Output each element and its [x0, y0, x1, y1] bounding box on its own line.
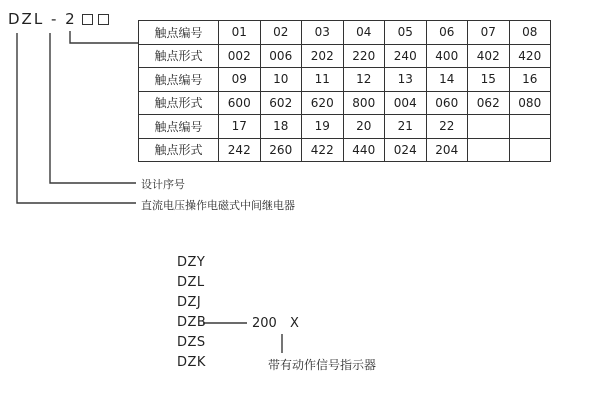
table-row-label: 触点形式 [139, 91, 219, 115]
table-cell: 060 [426, 91, 468, 115]
connector-relay-type-line [17, 33, 136, 203]
relay-type-label: 直流电压操作电磁式中间继电器 [141, 199, 295, 212]
table-row-label: 触点形式 [139, 44, 219, 68]
table-cell: 03 [302, 21, 344, 45]
table-cell: 240 [385, 44, 427, 68]
table-cell: 422 [302, 138, 344, 162]
table-cell: 16 [509, 68, 551, 92]
table-cell [468, 115, 510, 139]
table-cell: 09 [219, 68, 261, 92]
table-cell: 20 [343, 115, 385, 139]
table-cell: 220 [343, 44, 385, 68]
contact-spec-table [138, 20, 551, 162]
table-cell: 18 [260, 115, 302, 139]
table-cell: 006 [260, 44, 302, 68]
table-cell: 602 [260, 91, 302, 115]
series-item-dzb: DZB [177, 315, 207, 330]
table-cell: 002 [219, 44, 261, 68]
design-serial-label: 设计序号 [141, 178, 185, 191]
table-cell: 22 [426, 115, 468, 139]
table-cell: 14 [426, 68, 468, 92]
dzb-suffix-variant: X [289, 316, 299, 331]
table-cell: 260 [260, 138, 302, 162]
table-cell: 242 [219, 138, 261, 162]
table-cell: 04 [343, 21, 385, 45]
series-model-list [177, 253, 206, 373]
table-cell: 11 [302, 68, 344, 92]
table-cell [509, 115, 551, 139]
table-cell: 02 [260, 21, 302, 45]
series-item-dzk: DZK [177, 355, 206, 370]
table-cell: 10 [260, 68, 302, 92]
model-digit-box-2 [98, 14, 109, 25]
series-item-dzy: DZY [177, 255, 206, 270]
table-row-label: 触点形式 [139, 138, 219, 162]
table-cell: 004 [385, 91, 427, 115]
table-cell: 204 [426, 138, 468, 162]
table-row [139, 91, 551, 115]
contact-spec-table-body [139, 21, 551, 162]
table-cell: 400 [426, 44, 468, 68]
indicator-note: 带有动作信号指示器 [268, 358, 377, 372]
connector-contact-table-line [70, 31, 138, 43]
dzb-suffix [252, 317, 299, 337]
table-row [139, 68, 551, 92]
table-cell: 06 [426, 21, 468, 45]
table-cell: 19 [302, 115, 344, 139]
table-cell: 17 [219, 115, 261, 139]
table-cell: 800 [343, 91, 385, 115]
table-cell: 12 [343, 68, 385, 92]
table-row [139, 138, 551, 162]
table-cell: 01 [219, 21, 261, 45]
table-cell [468, 138, 510, 162]
table-row [139, 21, 551, 45]
table-cell: 13 [385, 68, 427, 92]
table-cell: 024 [385, 138, 427, 162]
dzb-suffix-value: 200 [252, 316, 277, 331]
model-code [8, 10, 109, 28]
table-row [139, 44, 551, 68]
series-item-dzl: DZL [177, 275, 205, 290]
series-item-dzs: DZS [177, 335, 206, 350]
table-cell: 440 [343, 138, 385, 162]
table-cell [509, 138, 551, 162]
table-row-label: 触点编号 [139, 21, 219, 45]
table-cell: 21 [385, 115, 427, 139]
model-code-text: DZL - 2 [8, 10, 77, 28]
table-cell: 08 [509, 21, 551, 45]
table-cell: 07 [468, 21, 510, 45]
table-row-label: 触点编号 [139, 68, 219, 92]
table-cell: 620 [302, 91, 344, 115]
table-cell: 05 [385, 21, 427, 45]
table-cell: 402 [468, 44, 510, 68]
table-row-label: 触点编号 [139, 115, 219, 139]
model-digit-box-1 [82, 14, 93, 25]
table-cell: 080 [509, 91, 551, 115]
series-item-dzj: DZJ [177, 295, 202, 310]
table-cell: 15 [468, 68, 510, 92]
table-cell: 600 [219, 91, 261, 115]
connector-design-serial-line [50, 33, 136, 183]
table-cell: 420 [509, 44, 551, 68]
table-row [139, 115, 551, 139]
table-cell: 062 [468, 91, 510, 115]
table-cell: 202 [302, 44, 344, 68]
